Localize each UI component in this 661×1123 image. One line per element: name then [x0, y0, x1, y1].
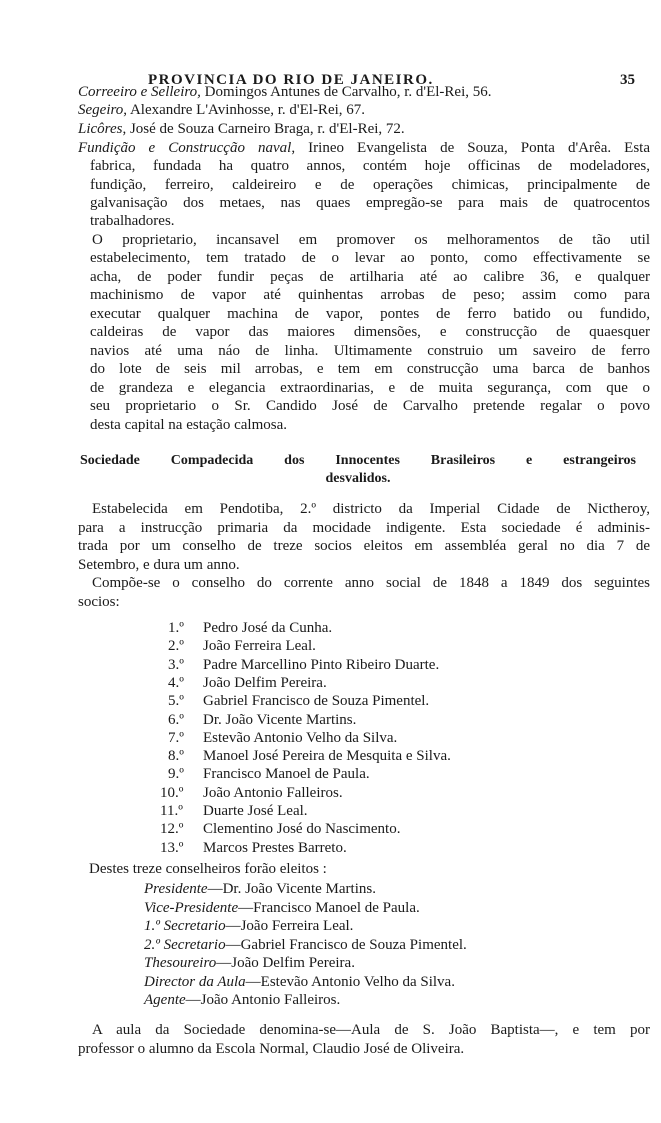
member-name: João Antonio Falleiros. [203, 784, 343, 801]
officer-item [144, 899, 420, 917]
entry-trade: Licôres [78, 121, 123, 137]
member-ordinal: 7.º [168, 729, 184, 746]
member-number [168, 747, 184, 765]
paragraph-text: Compõe-se o conselho do corrente anno social de 1848 a 1849 dos seguintes [92, 575, 650, 591]
member-number [168, 711, 184, 729]
elected-intro [89, 860, 327, 878]
member-number [160, 820, 183, 838]
member-list-item [203, 729, 397, 747]
paragraph-text: Setembro, e dura um anno. [78, 557, 240, 573]
paragraph-text: Estabelecida em Pendotiba, 2.º districto da Imperial Cidade de Nictheroy, [92, 501, 650, 517]
officer-role: 2.º Secretario [144, 936, 226, 953]
member-list-item [203, 637, 316, 655]
entry-text: caldeiras de vapor das maiores dimensões, e construcção de quaesquer [90, 324, 650, 340]
entry-line [90, 194, 650, 212]
entry-line [90, 416, 650, 434]
entry-text: galvanisação dos metaes, nas quaes empregão-se para mais de quatrocentos [90, 195, 650, 211]
paragraph-line [78, 537, 650, 555]
member-name: Duarte José Leal. [203, 803, 308, 819]
entry-line [90, 305, 650, 323]
entry-line [78, 101, 650, 119]
member-number [160, 802, 183, 820]
entry-text: , Irineo Evangelista de Souza, Ponta d'Arêa. Esta [291, 140, 650, 156]
entry-text: trabalhadores. [90, 213, 175, 229]
member-number [160, 784, 183, 802]
officer-role: Agente [144, 992, 186, 1008]
entry-line [78, 83, 650, 101]
member-list-item [203, 839, 347, 857]
member-ordinal: 6.º [168, 711, 184, 728]
member-name: Gabriel Francisco de Souza Pimentel. [203, 693, 430, 710]
closing-text: professor o alumno da Escola Normal, Claudio José de Oliveira. [78, 1041, 465, 1057]
member-name: João Ferreira Leal. [203, 638, 316, 655]
member-name: João Delfim Pereira. [203, 674, 327, 691]
officer-item [144, 954, 355, 972]
entry-line [90, 268, 650, 286]
entry-text: , José de Souza Carneiro Braga, r. d'El-Rei, 72. [122, 121, 405, 137]
member-number [168, 692, 184, 710]
entry-trade: Correeiro e Selleiro, [78, 84, 201, 100]
officer-role: Vice-Presidente [144, 899, 239, 916]
member-ordinal: 3.º [168, 656, 184, 673]
officer-name: —João Antonio Falleiros. [185, 992, 341, 1008]
elected-intro-text: Destes treze conselheiros forão eleitos : [89, 861, 327, 877]
paragraph-line [78, 593, 650, 611]
member-number [168, 656, 184, 674]
entry-line [92, 231, 650, 249]
officer-role: Presidente [144, 881, 208, 897]
entry-text: Domingos Antunes de Carvalho, r. d'El-Rei, 56. [200, 84, 492, 100]
paragraph-line [92, 574, 650, 592]
member-ordinal: 11.º [160, 803, 183, 819]
entry-text: executar qualquer machina de vapor, pontes de ferro batido ou fundido, [90, 306, 650, 322]
member-list-item [203, 820, 400, 838]
member-ordinal: 1.º [168, 620, 184, 636]
member-name: Padre Marcellino Pinto Ribeiro Duarte. [203, 656, 440, 673]
closing-line [92, 1021, 650, 1039]
member-ordinal: 4.º [168, 674, 184, 691]
member-name: Clementino José do Nascimento. [203, 821, 401, 838]
member-name: Manoel José Pereira de Mesquita e Silva. [203, 748, 451, 765]
entry-text: desta capital na estação calmosa. [90, 417, 287, 433]
officer-item [144, 917, 353, 935]
officer-item [144, 880, 376, 898]
officer-name: —João Delfim Pereira. [216, 955, 355, 971]
entry-text: , Alexandre L'Avinhosse, r. d'El-Rei, 67. [123, 102, 366, 118]
officer-name: —Dr. João Vicente Martins. [207, 881, 376, 897]
member-list-item [203, 802, 308, 820]
officer-name: —Estevão Antonio Velho da Silva. [245, 973, 455, 990]
entry-trade: Fundição e Construcção naval [78, 140, 292, 156]
entry-text: de grandeza e elegancia extraordinarias, e de muita segurança, com que o [90, 380, 650, 396]
entry-line [90, 176, 650, 194]
entry-line [90, 397, 650, 415]
member-ordinal: 8.º [168, 748, 184, 765]
entry-text: fabrica, fundada ha quatro annos, contém hoje officinas de modeladores, [90, 158, 650, 174]
page-header-title: PROVINCIA DO RIO DE JANEIRO. [148, 72, 434, 88]
officer-name: —João Ferreira Leal. [225, 918, 354, 934]
member-name: Dr. João Vicente Martins. [203, 711, 357, 728]
entry-line [90, 342, 650, 360]
member-list-item [203, 784, 343, 802]
entry-line [90, 212, 650, 230]
member-ordinal: 9.º [168, 766, 184, 783]
entry-line [90, 157, 650, 175]
entry-text: navios até uma náo de linha. Ultimamente construio um saveiro de ferro [90, 343, 650, 359]
entry-line [90, 249, 650, 267]
member-number [168, 619, 184, 637]
member-number [168, 729, 184, 747]
officer-item [144, 973, 455, 991]
entry-text: O proprietario, incansavel em promover os melhoramentos de tão util [92, 232, 650, 248]
member-list-item [203, 765, 370, 783]
closing-line [78, 1040, 650, 1058]
closing-text: A aula da Sociedade denomina-se—Aula de S. João Baptista—, e tem por [92, 1022, 650, 1038]
member-list-item [203, 692, 429, 710]
paragraph-text: socios: [78, 594, 120, 610]
entry-line [90, 379, 650, 397]
paragraph-text: para a instrucção primaria da mocidade indigente. Esta sociedade é adminis- [78, 520, 650, 536]
paragraph-line [92, 500, 650, 518]
officer-name: —Francisco Manoel de Paula. [238, 899, 420, 916]
entry-text: estabelecimento, tem tratado de o levar ao ponto, como effectivamente se [90, 250, 650, 266]
entry-text: do lote de seis mil arrobas, e tem em construcção uma barca de banhos [90, 361, 650, 377]
entry-line [90, 286, 650, 304]
member-list-item [203, 711, 356, 729]
section-title: Sociedade Compadecida dos Innocentes Brasileiros e estrangeiros [80, 453, 636, 468]
officer-role: 1.º Secretario [144, 918, 226, 934]
officer-item [144, 936, 467, 954]
entry-line [78, 139, 650, 157]
member-ordinal: 13.º [160, 839, 184, 856]
entry-text: seu proprietario o Sr. Candido José de Carvalho pretende regalar o povo [90, 398, 650, 414]
officer-role: Director da Aula [144, 973, 246, 990]
entry-text: fundição, ferreiro, caldeireiro e de operações chimicas, principalmente de [90, 177, 650, 193]
member-list-item [203, 747, 451, 765]
member-number [168, 637, 184, 655]
page-number: 35 [620, 72, 635, 88]
officer-role: Thesoureiro [144, 955, 217, 971]
member-number [160, 839, 183, 857]
paragraph-text: trada por um conselho de treze socios eleitos em assembléa geral no dia 7 de [78, 538, 650, 554]
entry-line [90, 323, 650, 341]
entry-text: machinismo de vapor até quinhentas arrobas de peso; assim como para [90, 287, 650, 303]
member-name: Marcos Prestes Barreto. [203, 839, 347, 856]
member-name: Francisco Manoel de Paula. [203, 766, 370, 783]
member-ordinal: 10.º [160, 784, 184, 801]
member-ordinal: 5.º [168, 693, 184, 710]
member-list-item [203, 619, 332, 637]
section-title-continued: desvalidos. [325, 471, 391, 486]
entry-text: acha, de poder fundir peças de artilharia até ao calibre 36, e qualquer [90, 269, 650, 285]
entry-line [78, 120, 650, 138]
member-ordinal: 12.º [160, 821, 184, 838]
member-name: Pedro José da Cunha. [203, 620, 333, 636]
member-name: Estevão Antonio Velho da Silva. [203, 729, 398, 746]
member-number [168, 674, 184, 692]
member-number [168, 765, 184, 783]
paragraph-line [78, 556, 650, 574]
officer-item [144, 991, 340, 1009]
member-list-item [203, 674, 327, 692]
member-list-item [203, 656, 439, 674]
member-ordinal: 2.º [168, 638, 184, 655]
entry-line [90, 360, 650, 378]
officer-name: —Gabriel Francisco de Souza Pimentel. [225, 936, 467, 953]
entry-trade: Segeiro [78, 102, 124, 118]
paragraph-line [78, 519, 650, 537]
